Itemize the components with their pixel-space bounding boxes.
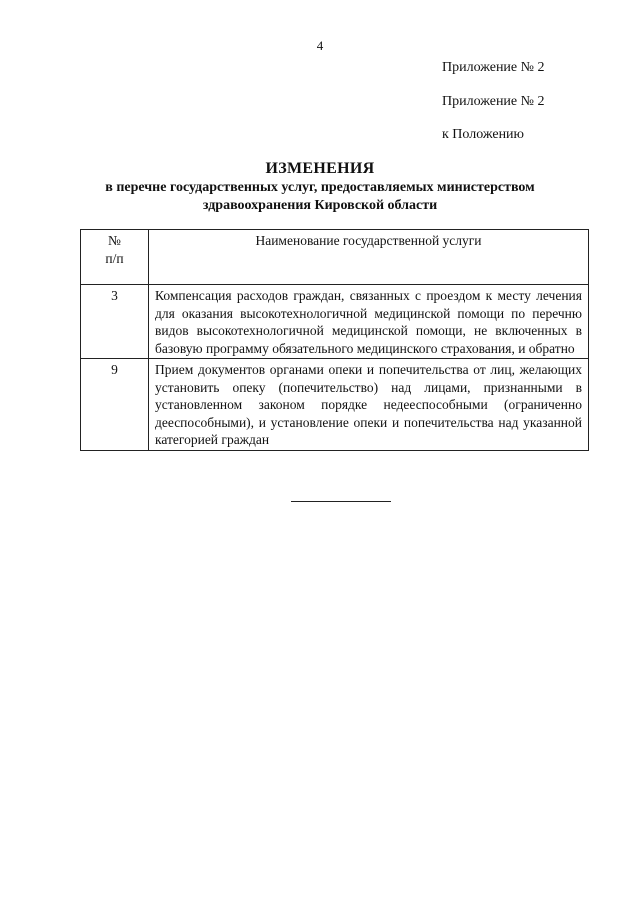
table-row — [81, 285, 589, 359]
row-number: 3 — [81, 285, 149, 359]
header-number-symbol: № — [108, 233, 121, 248]
document-subtitle-line-2: здравоохранения Кировской области — [202, 198, 438, 213]
page-number: 4 — [316, 38, 324, 53]
appendix-label: Приложение № 2 — [442, 60, 545, 75]
table-row — [81, 359, 589, 451]
row-service-name: Прием документов органами опеки и попечительства от лиц, желающих установить опеку (попечительство) над лицами, признанными в установленном законом порядке недееспособными (ограниченно дееспособными), и установление опеки и попечительства над указанной категорией граждан — [149, 359, 589, 451]
document-subtitle-line-1: в перечне государственных услуг, предоставляемых министерством — [105, 180, 535, 195]
document-heading — [0, 159, 640, 215]
services-table — [80, 229, 589, 451]
header-number-abbrev: п/п — [105, 250, 124, 266]
table-header-row — [81, 230, 589, 285]
appendix-label-repeat: Приложение № 2 — [442, 94, 545, 109]
row-service-name: Компенсация расходов граждан, связанных с проездом к месту лечения для оказания высокотехнологичной медицинской помощи по перечню видов высокотехнологичной медицинской помощи, не включенных в базовую программу обязательного медицинского страхования, и обратно — [149, 285, 589, 359]
appendix-regulation-ref: к Положению — [442, 127, 525, 142]
header-number-cell — [81, 230, 149, 285]
row-number: 9 — [81, 359, 149, 451]
document-title: ИЗМЕНЕНИЯ — [265, 160, 375, 177]
closing-divider — [291, 501, 391, 502]
header-service-name: Наименование государственной услуги — [149, 230, 589, 285]
